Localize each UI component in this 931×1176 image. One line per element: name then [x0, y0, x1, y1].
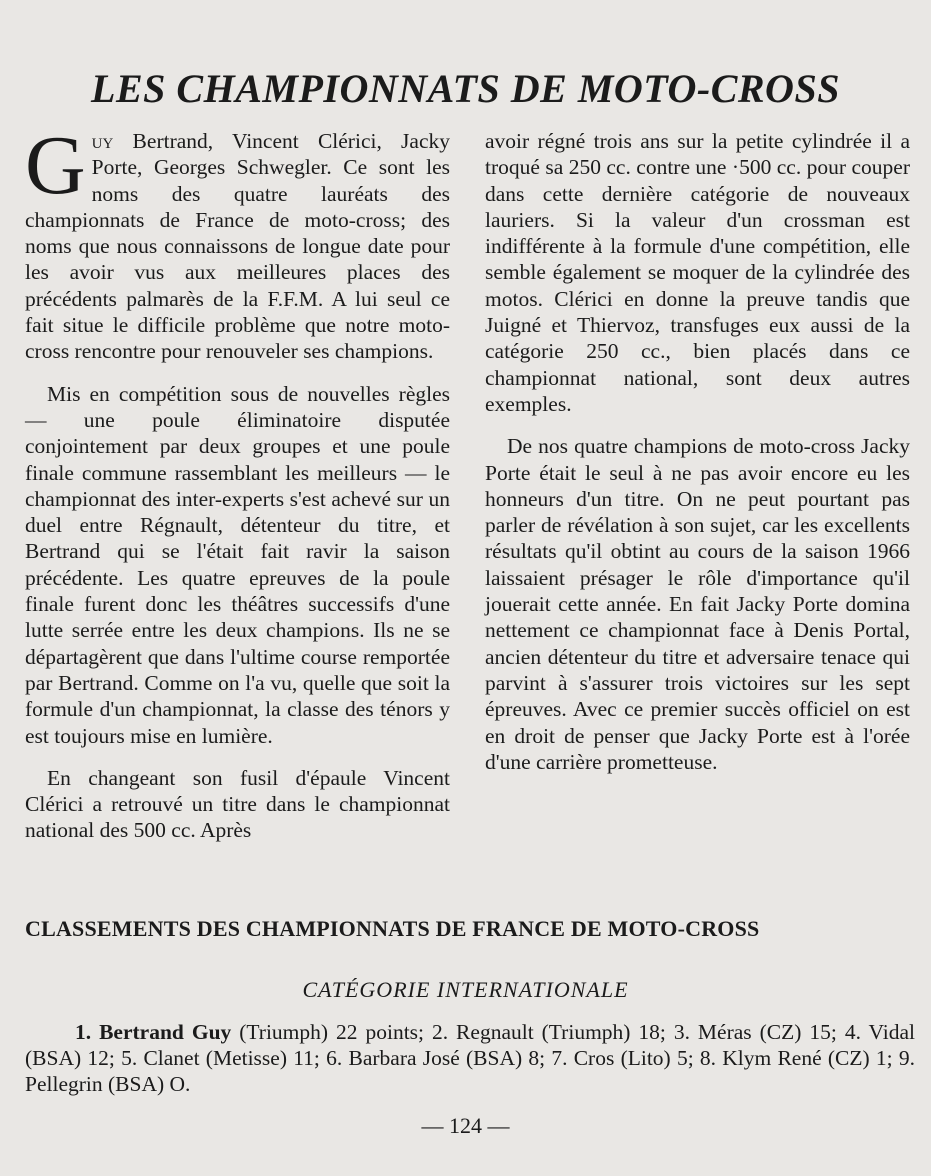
- rankings-title: CLASSEMENTS DES CHAMPIONNATS DE FRANCE DE MOTO-CROSS: [25, 916, 760, 941]
- page-number: — 124 —: [421, 1113, 510, 1138]
- paragraph-3: En changeant son fusil d'épaule Vincent Clérici a retrouvé un titre dans le championnat national des 500 cc. Après: [25, 765, 450, 843]
- paragraph-1: [25, 119, 450, 365]
- article-column-right: [485, 128, 910, 775]
- winner-name: 1. Bertrand Guy: [75, 1020, 232, 1044]
- drop-cap: G: [25, 119, 86, 212]
- paragraph-2: Mis en compétition sous de nouvelles règles — une poule éliminatoire disputée conjointement par deux groupes et une poule finale commune rassemblant les meilleurs — le championnat des inter-experts s'est achevé sur un duel entre Régnault, détenteur du titre, et Bertrand qui se l'était fait ravir la saison précédente. Les quatre epreuves de la poule finale furent donc les théâtres successifs d'une lutte serrée entre les deux champions. Ils ne se départagèrent que dans l'ultime course remportée par Bertrand. Comme on l'a vu, quelle que soit la formule d'un championnat, la classe des ténors y est toujours mise en lumière.: [25, 381, 450, 748]
- rankings-category: CATÉGORIE INTERNATIONALE: [302, 977, 629, 1002]
- paragraph-4: De nos quatre champions de moto-cross Jacky Porte était le seul à ne pas avoir encore eu les honneurs d'un titre. On ne peut pourtant pas parler de révélation à son sujet, car les excellents résultats qu'il obtint au cours de la saison 1966 laissaient présager le rôle d'importance qu'il jouerait cette année. En fait Jacky Porte domina nettement ce championnat face à Denis Portal, ancien détenteur du titre et adversaire tenace qui parvint à s'assurer trois victoires sur les sept épreuves. Avec ce premier succès officiel on est en droit de penser que Jacky Porte est à l'orée d'une carrière prometteuse.: [485, 434, 910, 774]
- results-rest: (Triumph) 22 points; 2. Regnault (Triumph) 18; 3. Méras (CZ) 15; 4. Vidal (BSA) 12; 5. Clanet (Metisse) 11; 6. Barbara José (BSA) 8; 7. Cros (Lito) 5; 8. Klym René (CZ) 1; 9. Pellegrin (BSA) O.: [25, 1020, 915, 1096]
- rankings-results: [25, 1019, 915, 1097]
- article-title: LES CHAMPIONNATS DE MOTO-CROSS: [91, 65, 840, 111]
- paragraph-3-continued: avoir régné trois ans sur la petite cylindrée il a troqué sa 250 cc. contre une ·500 cc. pour couper dans cette dernière catégorie de nouveaux lauriers. Si la valeur d'un crossman est indifférente à la formule d'une compétition, elle semble également se moquer de la cylindrée des motos. Clérici en donne la preuve tandis que Juigné et Thiervoz, transfuges eux aussi de la catégorie 250 cc., bien placés dans ce championnat national, sont deux autres exemples.: [485, 129, 910, 416]
- article-column-left: [25, 119, 450, 844]
- paragraph-1-text: Bertrand, Vincent Clérici, Jacky Porte, Georges Schwegler. Ce sont les noms des quatre lauréats des championnats de France de moto-cross; des noms que nous connaissons de longue date pour les avoir vus aux meilleures places des précédents palmarès de la F.F.M. A lui seul ce fait situe le difficile problème que notre moto-cross rencontre pour renouveler ses champions.: [25, 129, 450, 364]
- lead-word: uy: [91, 129, 114, 153]
